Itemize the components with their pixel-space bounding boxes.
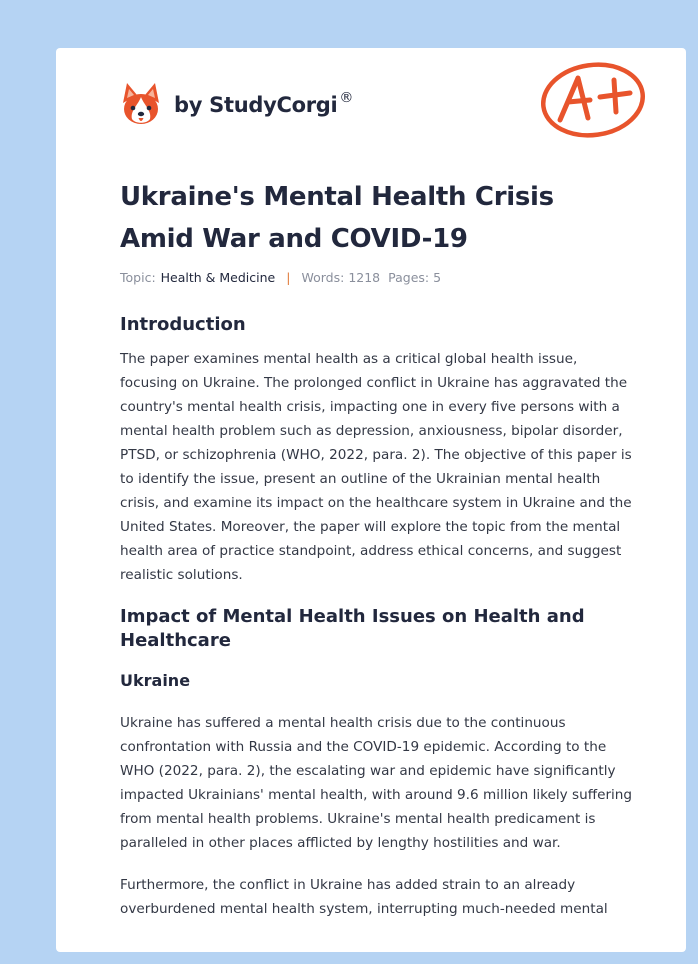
words-label: Words: (301, 270, 345, 285)
impact-heading: Impact of Mental Health Issues on Health and Healthcare (120, 606, 585, 651)
brand-name: by StudyCorgi ® (174, 89, 354, 117)
document-content (120, 176, 634, 939)
corgi-icon (120, 81, 162, 127)
meta-separator: | (286, 270, 291, 285)
a-plus-grade-badge (538, 60, 648, 140)
topic-label: Topic: (120, 270, 156, 285)
ukraine-paragraph-1: Ukraine has suffered a mental health crisis due to the continuous confrontation with Russia and the COVID-19 epidemic. According to the WHO (2022, para. 2), the escalating war and epidemic have significantly impacted Ukrainians' mental health, with around 9.6 million likely suffering from mental health problems. Ukraine's mental health predicament is paralleled in other places afflicted by lengthy hostilities and war. (120, 715, 633, 851)
words-count: 1218 (348, 270, 381, 285)
header (120, 76, 648, 142)
studycorgi-logo[interactable] (120, 76, 353, 132)
document-page (56, 48, 686, 952)
ukraine-subheading: Ukraine (120, 671, 191, 690)
ukraine-paragraph-2: Furthermore, the conflict in Ukraine has added strain to an already overburdened mental health system, interrupting much-needed mental (120, 877, 608, 917)
document-title: Ukraine's Mental Health Crisis Amid War and COVID-19 (120, 182, 554, 254)
document-meta (120, 270, 634, 285)
pages-label: Pages: (388, 270, 430, 285)
topic-link[interactable]: Health & Medicine (160, 270, 276, 285)
introduction-heading: Introduction (120, 314, 246, 335)
introduction-paragraph: The paper examines mental health as a critical global health issue, focusing on Ukraine. The prolonged conflict in Ukraine has aggravated the country's mental health crisis, impacting one in every five persons with a mental health problem such as depression, anxiousness, bipolar disorder, PTSD, or schizophrenia (WHO, 2022, para. 2). The objective of this paper is to identify the issue, present an outline of the Ukrainian mental health crisis, and examine its impact on the healthcare system in Ukraine and the United States. Moreover, the paper will explore the topic from the mental health area of practice standpoint, address ethical concerns, and suggest realistic solutions. (120, 351, 632, 583)
pages-count: 5 (433, 270, 442, 285)
